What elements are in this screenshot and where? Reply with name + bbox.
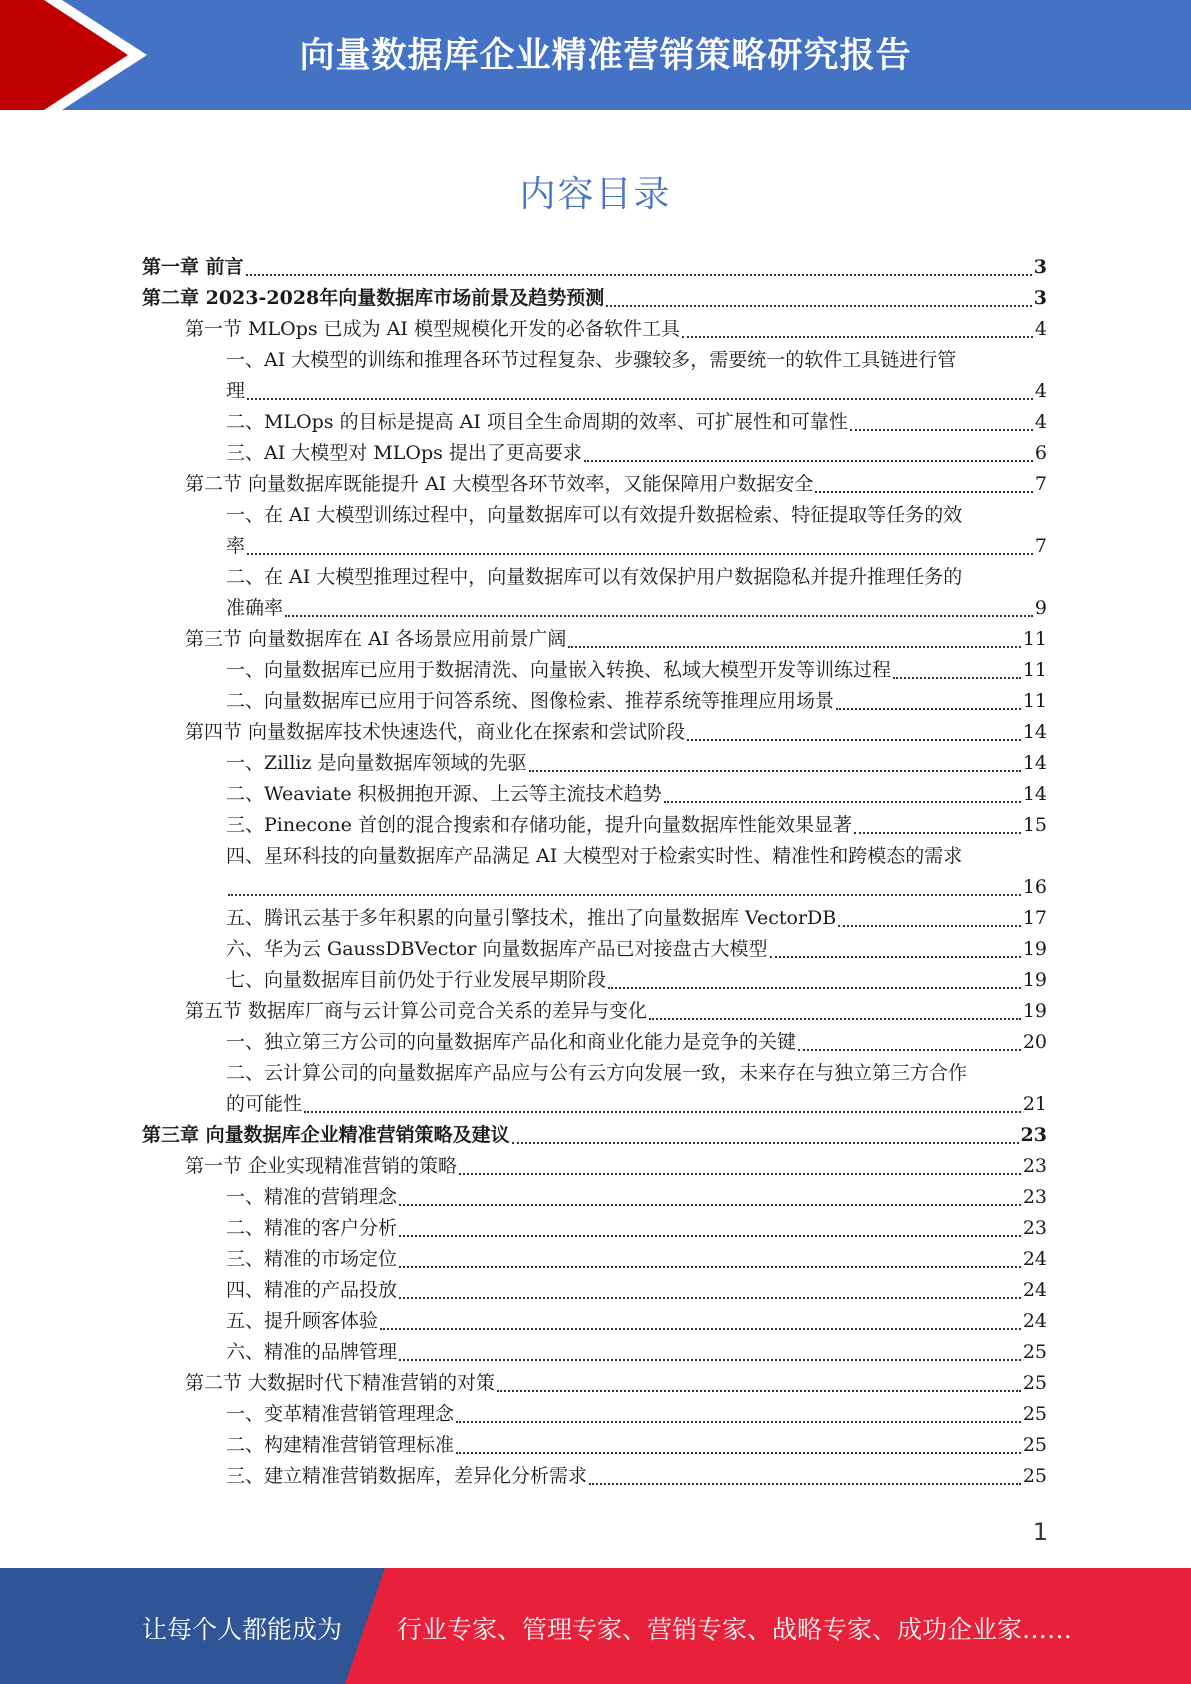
- footer-banner: [0, 1568, 1191, 1684]
- toc-entry-ch3-s1-2[interactable]: 二、精准的客户分析 23: [226, 1217, 1047, 1239]
- toc-entry-ch2-s1-1[interactable]: 理 4: [226, 380, 1047, 402]
- toc-entry-ch3-s2-1[interactable]: 一、变革精准营销管理理念 25: [226, 1403, 1047, 1425]
- header-banner: [0, 0, 1191, 110]
- toc-entry-ch2-s4-3[interactable]: 三、Pinecone 首创的混合搜索和存储功能，提升向量数据库性能效果显著 15: [226, 814, 1047, 836]
- toc-entry-ch3-s1[interactable]: 第一节 企业实现精准营销的策略 23: [185, 1155, 1047, 1177]
- toc-entry-ch2-s1-3[interactable]: 三、AI 大模型对 MLOps 提出了更高要求 6: [226, 442, 1047, 464]
- toc-entry-ch2-s4[interactable]: 第四节 向量数据库技术快速迭代，商业化在探索和尝试阶段 14: [185, 721, 1047, 743]
- toc-entry-ch2-s5-2[interactable]: 的可能性 21: [226, 1093, 1047, 1115]
- page-number: 1: [1032, 1518, 1048, 1546]
- toc-entry-ch2[interactable]: 第二章 2023-2028年向量数据库市场前景及趋势预测 3: [142, 287, 1047, 309]
- toc-entry-ch2-s1-1-line1[interactable]: 一、AI 大模型的训练和推理各环节过程复杂、步骤较多，需要统一的软件工具链进行管: [226, 349, 957, 371]
- toc-entry-ch3[interactable]: 第三章 向量数据库企业精准营销策略及建议 23: [142, 1124, 1047, 1146]
- toc-entry-ch2-s4-7[interactable]: 七、向量数据库目前仍处于行业发展早期阶段 19: [226, 969, 1047, 991]
- toc-entry-ch3-s1-4[interactable]: 四、精准的产品投放 24: [226, 1279, 1047, 1301]
- toc-entry-ch1[interactable]: 第一章 前言 3: [142, 256, 1047, 278]
- toc-entry-ch2-s5-2-line1[interactable]: 二、云计算公司的向量数据库产品应与公有云方向发展一致，未来存在与独立第三方合作: [226, 1062, 968, 1084]
- toc-entry-ch2-s2-2[interactable]: 准确率 9: [226, 597, 1047, 619]
- toc-heading: 内容目录: [519, 174, 672, 215]
- toc-entry-ch2-s1-2[interactable]: 二、MLOps 的目标是提高 AI 项目全生命周期的效率、可扩展性和可靠性 4: [226, 411, 1047, 433]
- toc-entry-ch2-s3-2[interactable]: 二、向量数据库已应用于问答系统、图像检索、推荐系统等推理应用场景 11: [226, 690, 1047, 712]
- toc-entry-ch3-s1-5[interactable]: 五、提升顾客体验 24: [226, 1310, 1047, 1332]
- toc-entry-ch2-s2-2-line1[interactable]: 二、在 AI 大模型推理过程中，向量数据库可以有效保护用户数据隐私并提升推理任务的: [226, 566, 963, 588]
- toc-entry-ch3-s2[interactable]: 第二节 大数据时代下精准营销的对策 25: [185, 1372, 1047, 1394]
- report-title: 向量数据库企业精准营销策略研究报告: [299, 36, 912, 76]
- toc-entry-ch3-s2-3[interactable]: 三、建立精准营销数据库，差异化分析需求 25: [226, 1465, 1047, 1487]
- footer-slogan-right: 行业专家、管理专家、营销专家、战略专家、成功企业家……: [397, 1615, 1073, 1644]
- toc-entry-ch2-s3-1[interactable]: 一、向量数据库已应用于数据清洗、向量嵌入转换、私域大模型开发等训练过程 11: [226, 659, 1047, 681]
- toc-entry-ch2-s2-1[interactable]: 率 7: [226, 535, 1047, 557]
- toc-entry-ch2-s2[interactable]: 第二节 向量数据库既能提升 AI 大模型各环节效率，又能保障用户数据安全 7: [185, 473, 1047, 495]
- toc-entry-ch3-s1-3[interactable]: 三、精准的市场定位 24: [226, 1248, 1047, 1270]
- toc-entry-ch3-s1-1[interactable]: 一、精准的营销理念 23: [226, 1186, 1047, 1208]
- toc-entry-ch2-s2-1-line1[interactable]: 一、在 AI 大模型训练过程中，向量数据库可以有效提升数据检索、特征提取等任务的效: [226, 504, 963, 526]
- toc-entry-ch2-s3[interactable]: 第三节 向量数据库在 AI 各场景应用前景广阔 11: [185, 628, 1047, 650]
- toc-entry-ch2-s4-5[interactable]: 五、腾讯云基于多年积累的向量引擎技术，推出了向量数据库 VectorDB 17: [226, 907, 1047, 929]
- toc-entry-ch2-s4-1[interactable]: 一、Zilliz 是向量数据库领域的先驱 14: [226, 752, 1047, 774]
- toc-entry-ch2-s5[interactable]: 第五节 数据库厂商与云计算公司竞合关系的差异与变化 19: [185, 1000, 1047, 1022]
- toc-entry-ch2-s4-4[interactable]: 16: [226, 872, 1047, 903]
- toc-entry-ch2-s1[interactable]: 第一节 MLOps 已成为 AI 模型规模化开发的必备软件工具 4: [185, 318, 1047, 340]
- toc-entry-ch3-s2-2[interactable]: 二、构建精准营销管理标准 25: [226, 1434, 1047, 1456]
- toc-entry-ch2-s4-6[interactable]: 六、华为云 GaussDBVector 向量数据库产品已对接盘古大模型 19: [226, 938, 1047, 960]
- toc-entry-ch2-s4-2[interactable]: 二、Weaviate 积极拥抱开源、上云等主流技术趋势 14: [226, 783, 1047, 805]
- toc-entry-ch2-s5-1[interactable]: 一、独立第三方公司的向量数据库产品化和商业化能力是竞争的关键 20: [226, 1031, 1047, 1053]
- toc-entry-ch2-s4-4-line1[interactable]: 四、星环科技的向量数据库产品满足 AI 大模型对于检索实时性、精准性和跨模态的需求: [226, 845, 963, 867]
- toc-entry-ch3-s1-6[interactable]: 六、精准的品牌管理 25: [226, 1341, 1047, 1363]
- footer-slogan-left: 让每个人都能成为: [142, 1615, 343, 1644]
